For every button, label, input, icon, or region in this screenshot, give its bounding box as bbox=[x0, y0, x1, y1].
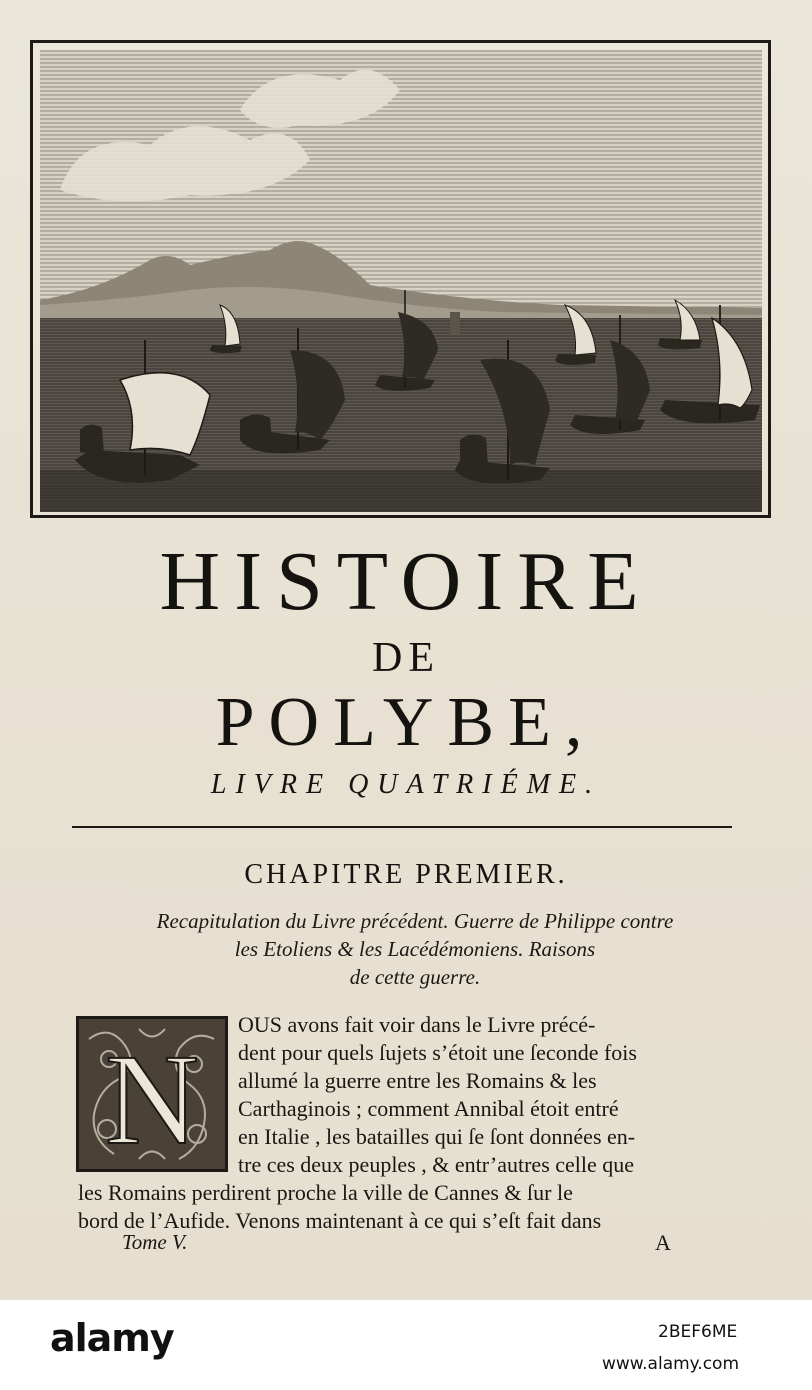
initial-letter: N bbox=[105, 1028, 199, 1169]
gathering-mark: A bbox=[655, 1230, 671, 1255]
body-line: dent pour quels ſujets s’étoit une ſeconde fois bbox=[238, 1040, 637, 1065]
author-name: POLYBE, bbox=[215, 684, 597, 761]
title-rule bbox=[72, 826, 732, 828]
chapter-summary-line: de cette guerre. bbox=[349, 965, 481, 989]
body-line: OUS avons fait voir dans le Livre précé- bbox=[238, 1012, 596, 1037]
chapter-summary-line: Recapitulation du Livre précédent. Guerre de Philippe contre bbox=[156, 909, 674, 933]
alamy-logo: alamy bbox=[50, 1316, 174, 1360]
body-line: Carthaginois ; comment Annibal étoit entré bbox=[238, 1096, 619, 1121]
volume-signature: Tome V. bbox=[122, 1230, 188, 1254]
title-connector: DE bbox=[372, 635, 440, 681]
body-line: en Italie , les batailles qui ſe ſont données en- bbox=[238, 1124, 636, 1149]
decorated-initial bbox=[76, 1016, 228, 1172]
body-line: bord de l’Aufide. Venons maintenant à ce qui s’eſt fait dans bbox=[78, 1208, 602, 1233]
floral-ornament bbox=[79, 1019, 225, 1169]
body-line: allumé la guerre entre les Romains & les bbox=[238, 1068, 597, 1093]
watermark-url: www.alamy.com bbox=[602, 1354, 740, 1374]
chapter-summary-line: les Etoliens & les Lacédémoniens. Raisons bbox=[234, 937, 596, 961]
book-title: HISTOIRE bbox=[159, 535, 653, 628]
chapter-heading: CHAPITRE PREMIER. bbox=[244, 859, 568, 890]
ship-engraving bbox=[40, 50, 762, 512]
image-id: 2BEF6ME bbox=[658, 1322, 738, 1342]
body-line: tre ces deux peuples , & entr’autres celle que bbox=[238, 1152, 635, 1177]
book-subtitle: LIVRE QUATRIÉME. bbox=[210, 769, 602, 800]
body-line: les Romains perdirent proche la ville de Cannes & ſur le bbox=[78, 1180, 573, 1205]
